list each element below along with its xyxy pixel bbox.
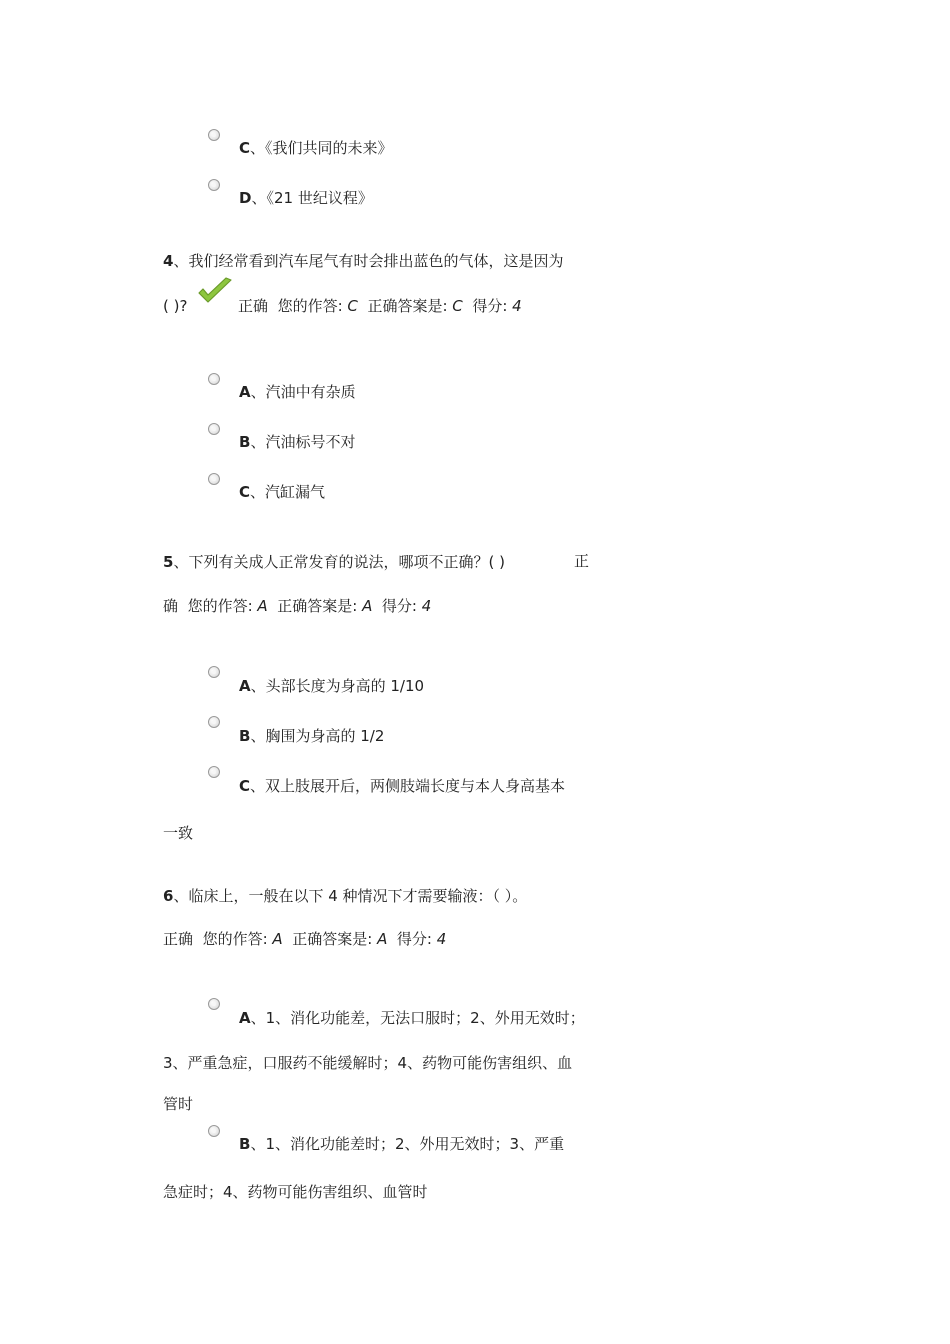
option-a-radio[interactable] [208,373,220,385]
question-4-result [238,295,522,316]
result-status: 正确 [163,930,194,948]
option-c-label [239,481,325,502]
question-number: 4 [163,252,174,270]
option-b-radio[interactable] [208,1125,220,1137]
option-letter: B [239,727,251,745]
option-text: 汽缸漏气 [265,483,326,501]
question-6-text [163,885,527,906]
option-b-label [239,725,384,746]
correct-answer-value: A [377,930,388,948]
question-5-text [163,551,505,572]
option-sep: 、 [250,139,266,157]
score-value: 4 [421,597,432,615]
option-text-cont: 急症时；4、药物可能伤害组织、血管时 [163,1183,428,1201]
option-letter: A [239,1009,251,1027]
option-c-radio[interactable] [208,473,220,485]
option-sep: 、 [250,677,266,695]
option-text: 头部长度为身高的 1/10 [265,677,425,695]
option-text: 1、消化功能差时；2、外用无效时；3、严重 [265,1135,565,1153]
option-text: 胸围为身高的 1/2 [265,727,385,745]
score-value: 4 [512,297,522,315]
question-sep: 、 [173,553,189,571]
option-c-radio[interactable] [208,129,220,141]
question-6-result [163,928,446,949]
correct-answer-value: A [362,597,373,615]
option-sep: 、 [251,189,267,207]
option-c-label [239,137,393,158]
option-b-radio[interactable] [208,716,220,728]
score-label: 得分: [472,297,508,315]
option-a-radio[interactable] [208,666,220,678]
option-c-radio[interactable] [208,766,220,778]
option-b-label [239,1133,564,1154]
your-answer-value: C [347,297,358,315]
checkmark-icon [196,276,234,308]
option-text-cont: 3、严重急症，口服药不能缓解时；4、药物可能伤害组织、血 [163,1054,573,1072]
your-answer-value: A [257,597,268,615]
option-letter: B [239,433,251,451]
your-answer-label: 您的作答: [277,297,343,315]
result-status-part1: 正 [574,552,590,570]
result-status: 正确 [238,297,269,315]
option-text: 双上肢展开后，两侧肢端长度与本人身高基本 [265,777,566,795]
question-number: 6 [163,887,174,905]
question-number: 5 [163,553,174,571]
option-letter: A [239,383,251,401]
score-label: 得分: [381,597,417,615]
question-text: 我们经常看到汽车尾气有时会排出蓝色的气体，这是因为 [188,252,564,270]
question-5-result [163,595,431,616]
option-letter: C [239,139,251,157]
option-sep: 、 [250,433,266,451]
option-sep: 、 [250,727,266,745]
correct-answer-label: 正确答案是: [367,297,448,315]
option-a-label [239,381,356,402]
question-sep: 、 [173,252,189,270]
option-sep: 、 [250,383,266,401]
option-text-cont: 管时 [163,1095,194,1113]
your-answer-label: 您的作答: [187,597,253,615]
option-text: 汽油标号不对 [265,433,356,451]
option-sep: 、 [250,777,266,795]
score-value: 4 [436,930,447,948]
option-text: 《21 世纪议程》 [266,189,373,207]
option-letter: C [239,777,251,795]
correct-answer-value: C [452,297,463,315]
option-a-radio[interactable] [208,998,220,1010]
option-a-label [239,675,424,696]
score-label: 得分: [396,930,432,948]
option-d-label [239,187,373,208]
question-4-text-cont: ( )? [163,297,188,315]
your-answer-value: A [272,930,283,948]
option-letter: D [239,189,252,207]
question-text: 临床上，一般在以下 4 种情况下才需要输液：（ ）。 [188,887,528,905]
option-text-cont: 一致 [163,824,194,842]
result-status-part2: 确 [163,597,179,615]
option-b-radio[interactable] [208,423,220,435]
correct-answer-label: 正确答案是: [292,930,373,948]
option-text: 汽油中有杂质 [265,383,356,401]
option-letter: B [239,1135,251,1153]
option-a-label [239,1007,585,1028]
option-sep: 、 [250,483,266,501]
option-letter: A [239,677,251,695]
your-answer-label: 您的作答: [202,930,268,948]
option-text: 《我们共同的未来》 [265,139,393,157]
correct-answer-label: 正确答案是: [277,597,358,615]
option-b-label [239,431,355,452]
option-letter: C [239,483,251,501]
option-c-label [239,775,565,796]
option-text: 1、消化功能差，无法口服时；2、外用无效时； [265,1009,585,1027]
option-sep: 、 [250,1009,266,1027]
option-sep: 、 [250,1135,266,1153]
question-4-text [163,250,563,271]
question-text: 下列有关成人正常发育的说法，哪项不正确？( ) [188,553,505,571]
question-sep: 、 [173,887,189,905]
option-d-radio[interactable] [208,179,220,191]
